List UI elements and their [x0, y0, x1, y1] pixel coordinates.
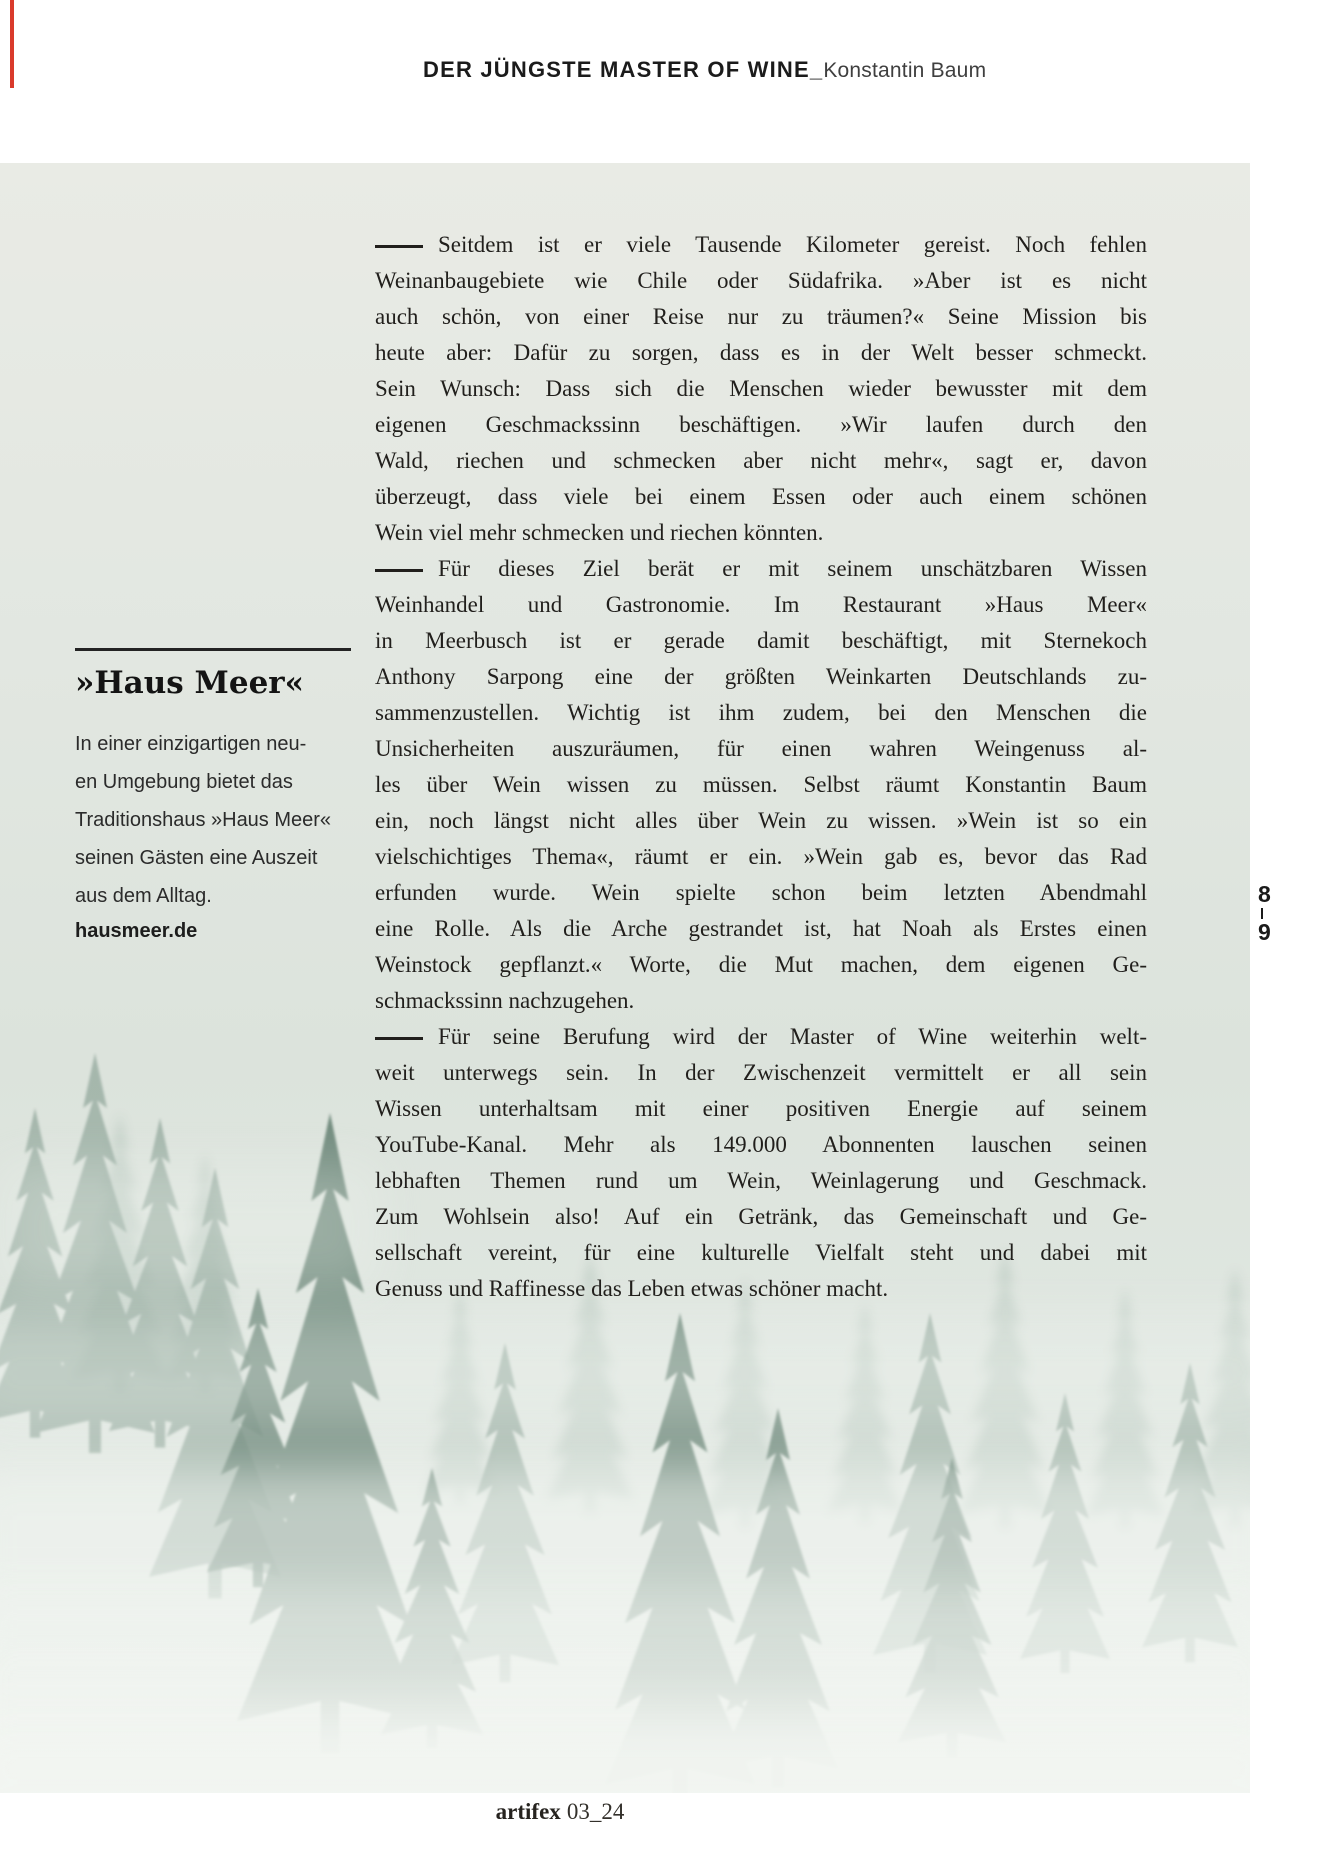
body-line: heute aber: Dafür zu sorgen, dass es in der Welt besser schmeckt. [375, 340, 1147, 365]
body-line: weit unterwegs sein. In der Zwischenzeit vermittelt er all sein [375, 1060, 1147, 1085]
body-line: Für seine Berufung wird der Master of Wine weiterhin welt- [375, 1019, 1147, 1055]
sidebar [75, 648, 353, 943]
body-line: sellschaft vereint, für eine kulturelle Vielfalt steht und dabei mit [375, 1240, 1147, 1265]
body-line: Unsicherheiten auszuräumen, für einen wahren Weingenuss al- [375, 736, 1147, 761]
sidebar-line: aus dem Alltag. [75, 885, 212, 907]
page-number-marker [1258, 881, 1288, 945]
page-header [423, 57, 986, 84]
body-line: lebhaften Themen rund um Wein, Weinlagerung und Geschmack. [375, 1168, 1147, 1193]
sidebar-line: In einer einzigartigen neu- [75, 733, 307, 755]
footer-brand: artifex [495, 1799, 561, 1824]
page-number-divider [1261, 908, 1263, 919]
body-line: Anthony Sarpong eine der größten Weinkarten Deutschlands zu- [375, 664, 1147, 689]
sidebar-heading: »Haus Meer« [75, 665, 305, 701]
body-line: überzeugt, dass viele bei einem Essen oder auch einem schönen [375, 484, 1147, 509]
body-line: Sein Wunsch: Dass sich die Menschen wieder bewusster mit dem [375, 376, 1147, 401]
body-line: auch schön, von einer Reise nur zu träumen?« Seine Mission bis [375, 304, 1147, 329]
body-line: vielschichtiges Thema«, räumt er ein. »Wein gab es, bevor das Rad [375, 844, 1147, 869]
body-line: Wald, riechen und schmecken aber nicht mehr«, sagt er, davon [375, 448, 1147, 473]
header-author: Konstantin Baum [823, 59, 987, 82]
body-line: in Meerbusch ist er gerade damit beschäftigt, mit Sternekoch [375, 628, 1147, 653]
body-line: Wein viel mehr schmecken und riechen könnten. [375, 520, 824, 545]
body-line: Zum Wohlsein also! Auf ein Getränk, das Gemeinschaft und Ge- [375, 1204, 1147, 1229]
body-line: YouTube-Kanal. Mehr als 149.000 Abonnenten lauschen seinen [375, 1132, 1147, 1157]
footer-issue: 03_24 [566, 1799, 625, 1824]
sidebar-line: Traditionshaus »Haus Meer« [75, 809, 332, 831]
body-line: Für dieses Ziel berät er mit seinem unschätzbaren Wissen [375, 551, 1147, 587]
header-title: DER JÜNGSTE MASTER OF WINE_ [423, 57, 824, 82]
body-line: Weinstock gepflanzt.« Worte, die Mut machen, dem eigenen Ge- [375, 952, 1147, 977]
body-line: ein, noch längst nicht alles über Wein zu wissen. »Wein ist so ein [375, 808, 1147, 833]
body-line: Seitdem ist er viele Tausende Kilometer gereist. Noch fehlen [375, 227, 1147, 263]
page-footer [375, 1799, 745, 1825]
body-line: erfunden wurde. Wein spielte schon beim letzten Abendmahl [375, 880, 1147, 905]
body-line: les über Wein wissen zu müssen. Selbst räumt Konstantin Baum [375, 772, 1147, 797]
body-line: eigenen Geschmackssinn beschäftigen. »Wir laufen durch den [375, 412, 1147, 437]
sidebar-rule [75, 648, 351, 651]
body-line: Weinhandel und Gastronomie. Im Restaurant »Haus Meer« [375, 592, 1147, 617]
paragraph [375, 551, 1147, 1019]
sidebar-line: seinen Gästen eine Auszeit [75, 847, 318, 869]
body-line: Genuss und Raffinesse das Leben etwas schöner macht. [375, 1276, 889, 1301]
paragraph [375, 227, 1147, 551]
body-line: schmackssinn nachzugehen. [375, 988, 635, 1013]
red-edge-mark [10, 0, 14, 88]
body-line: eine Rolle. Als die Arche gestrandet ist, hat Noah als Erstes einen [375, 916, 1147, 941]
body-line: Wissen unterhaltsam mit einer positiven Energie auf seinem [375, 1096, 1147, 1121]
paragraph [375, 1019, 1147, 1307]
body-line: sammenzustellen. Wichtig ist ihm zudem, bei den Menschen die [375, 700, 1147, 725]
page-number-bottom: 9 [1258, 919, 1271, 945]
sidebar-line: en Umgebung bietet das [75, 771, 293, 793]
sidebar-link[interactable]: hausmeer.de [75, 920, 198, 942]
sidebar-text [75, 725, 353, 915]
page-number-top: 8 [1258, 881, 1271, 907]
body-line: Weinanbaugebiete wie Chile oder Südafrika. »Aber ist es nicht [375, 268, 1147, 293]
article [375, 227, 1147, 1307]
